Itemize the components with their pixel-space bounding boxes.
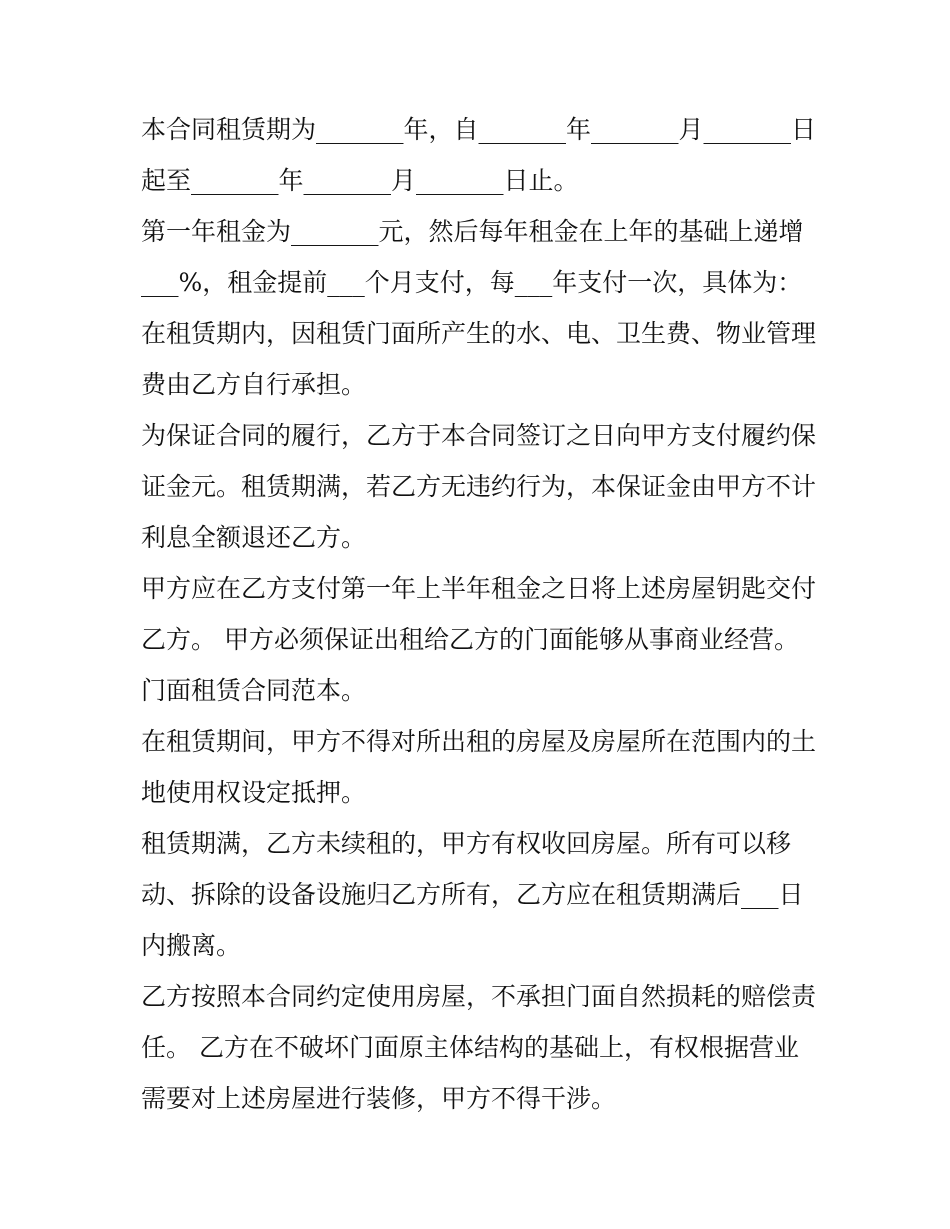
text-line: 在租赁期内，因租赁门面所产生的水、电、卫生费、物业管理 xyxy=(141,319,817,348)
text-line: 在租赁期间，甲方不得对所出租的房屋及房屋所在范围内的土 xyxy=(141,727,817,756)
text-line: 费由乙方自行承担。 xyxy=(141,370,367,399)
text-line: ___%，租金提前___个月支付，每___年支付一次，具体为： xyxy=(141,268,803,297)
text-line: 门面租赁合同范本。 xyxy=(141,676,367,705)
text-line: 乙方按照本合同约定使用房屋，不承担门面自然损耗的赔偿责 xyxy=(141,982,817,1011)
text-line: 内搬离。 xyxy=(141,931,242,960)
text-line: 起至_______年_______月_______日止。 xyxy=(141,166,579,195)
text-line: 任。 乙方在不破坏门面原主体结构的基础上，有权根据营业 xyxy=(141,1033,799,1062)
text-line: 为保证合同的履行，乙方于本合同签订之日向甲方支付履约保 xyxy=(141,421,817,450)
text-line: 乙方。 甲方必须保证出租给乙方的门面能够从事商业经营。 xyxy=(141,625,799,654)
text-line: 需要对上述房屋进行装修，甲方不得干涉。 xyxy=(141,1084,617,1113)
text-line: 甲方应在乙方支付第一年上半年租金之日将上述房屋钥匙交付 xyxy=(141,574,817,603)
text-line: 本合同租赁期为_______年，自_______年_______月_______日 xyxy=(141,115,817,144)
text-line: 地使用权设定抵押。 xyxy=(141,778,367,807)
text-line: 动、拆除的设备设施归乙方所有，乙方应在租赁期满后___日 xyxy=(141,880,804,909)
text-line: 租赁期满，乙方未续租的，甲方有权收回房屋。所有可以移 xyxy=(141,829,792,858)
text-line: 证金元。租赁期满，若乙方无违约行为，本保证金由甲方不计 xyxy=(141,472,817,501)
text-line: 利息全额退还乙方。 xyxy=(141,523,367,552)
text-line: 第一年租金为_______元，然后每年租金在上年的基础上递增 xyxy=(141,217,804,246)
